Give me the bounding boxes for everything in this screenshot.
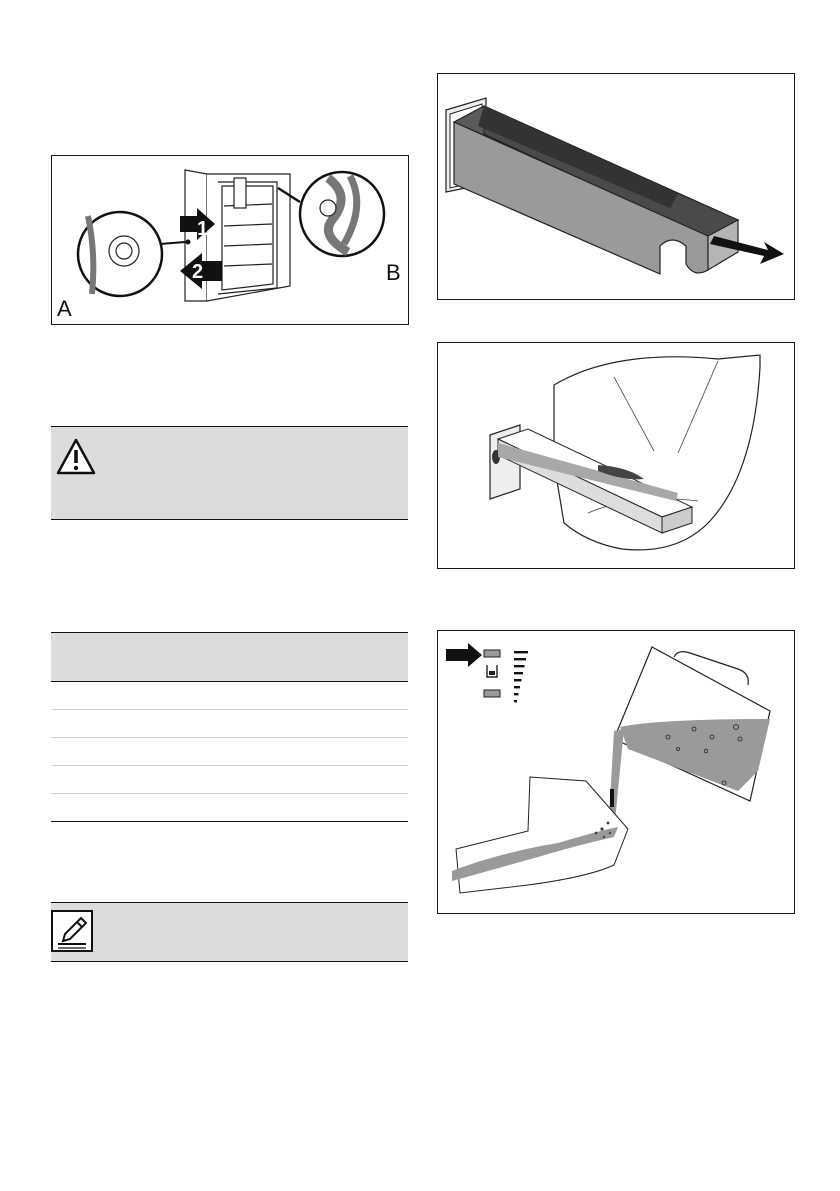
shelf-removal-illustration xyxy=(52,156,410,326)
pouring-figure xyxy=(437,630,795,914)
warning-triangle-icon xyxy=(56,437,96,477)
table-row xyxy=(51,765,408,766)
container-illustration xyxy=(438,74,796,301)
label-a: A xyxy=(57,296,72,321)
table-bottom-rule xyxy=(51,821,408,822)
level-scale-icon xyxy=(514,651,528,702)
step-1-label: 1 xyxy=(197,218,209,240)
table-row xyxy=(51,709,408,710)
step-2-label: 2 xyxy=(192,261,204,283)
jug-container-illustration xyxy=(438,343,796,570)
indicator-bottom-bar xyxy=(484,690,500,697)
container-in-jug-figure xyxy=(437,342,795,569)
pouring-illustration xyxy=(438,631,796,915)
note-box xyxy=(51,902,408,962)
table-row xyxy=(51,793,408,794)
arrow-right-icon xyxy=(446,643,482,667)
label-b: B xyxy=(386,260,401,285)
pencil-note-icon xyxy=(49,908,97,956)
indicator-top-bar xyxy=(484,650,500,657)
warning-box xyxy=(51,426,408,520)
container-removal-figure xyxy=(437,73,795,300)
shelf-removal-figure xyxy=(51,155,409,325)
table-row xyxy=(51,737,408,738)
table-header xyxy=(51,632,408,682)
